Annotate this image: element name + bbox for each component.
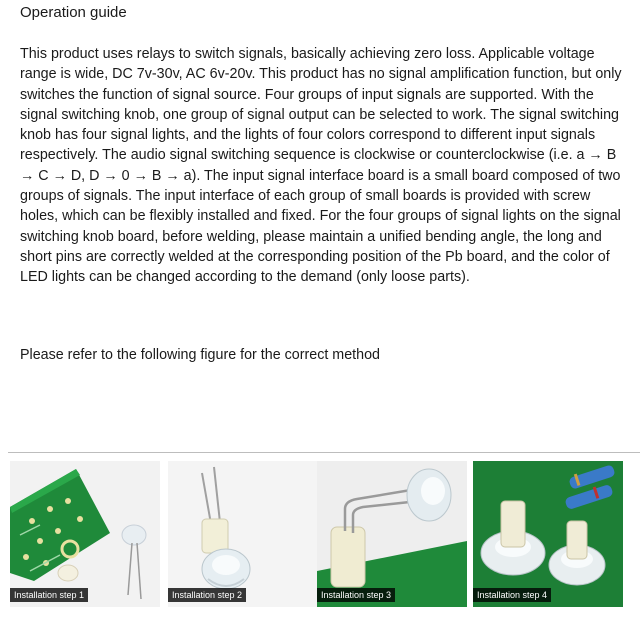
led-bent-pins-image	[317, 461, 467, 607]
page-title: Operation guide	[20, 4, 127, 21]
step-2-caption: Installation step 2	[168, 588, 246, 602]
pcb-led-parts-image	[10, 461, 160, 607]
description-paragraph: This product uses relays to switch signals, basically achieving zero loss. Applicable voltage range is wide, DC 7v-30v, AC 6v-20v. This product has no signal amplification function, but only switches the function of signal source. Four groups of input signals are supported. With the signal switching knob, one group of signal output can be selected to work. The signal switching knob has four signal lights, and the lights of four colors correspond to different input signals respectively. The audio signal switching sequence is clockwise or counterclockwise (i.e. a → B → C → D, D → 0 → B → a). The input signal interface board is a small board composed of two groups of signals. The input interface of each group of small boards is provided with screw holes, which can be flexibly installed and fixed. For the four groups of signal lights on the signal switching knob board, before welding, please maintain a unified bending angle, the long and short pins are correctly welded at the corresponding position of the Pb board, and the color of LED lights can be changed according to the demand (only loose parts).	[20, 46, 622, 286]
installation-steps-strip	[8, 452, 640, 619]
step-1-caption: Installation step 1	[10, 588, 88, 602]
step-2-photo	[168, 461, 318, 607]
step-3-caption: Installation step 3	[317, 588, 395, 602]
led-in-spacer-image	[168, 461, 318, 607]
step-1-photo	[10, 461, 160, 607]
step-4-caption: Installation step 4	[473, 588, 551, 602]
step-3-photo	[317, 461, 467, 607]
step-4-photo	[473, 461, 623, 607]
refer-text: Please refer to the following figure for the correct method	[20, 347, 380, 363]
leds-on-board-image	[473, 461, 623, 607]
